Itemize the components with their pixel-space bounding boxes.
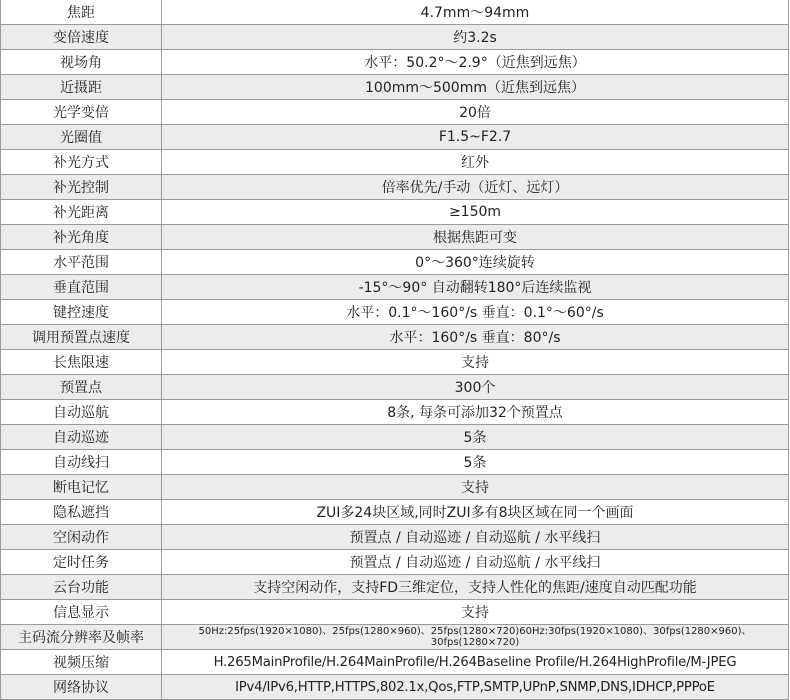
spec-value: 支持 <box>162 600 789 625</box>
spec-value: 4.7mm～94mm <box>162 0 789 25</box>
spec-label: 断电记忆 <box>1 475 162 500</box>
spec-row <box>1 25 789 50</box>
spec-label: 焦距 <box>1 0 162 25</box>
spec-row <box>1 600 789 625</box>
spec-row <box>1 175 789 200</box>
spec-value: ≥150m <box>162 200 789 225</box>
spec-row <box>1 275 789 300</box>
spec-row <box>1 400 789 425</box>
spec-value: -15°～90° 自动翻转180°后连续监视 <box>162 275 789 300</box>
spec-label: 自动巡航 <box>1 400 162 425</box>
spec-row <box>1 150 789 175</box>
spec-label: 补光控制 <box>1 175 162 200</box>
spec-value: 水平：0.1°～160°/s 垂直：0.1°～60°/s <box>162 300 789 325</box>
spec-value: 约3.2s <box>162 25 789 50</box>
spec-row <box>1 50 789 75</box>
spec-value: 预置点 / 自动巡迹 / 自动巡航 / 水平线扫 <box>162 525 789 550</box>
spec-row <box>1 125 789 150</box>
spec-label: 视频压缩 <box>1 650 162 675</box>
spec-row <box>1 200 789 225</box>
spec-label: 主码流分辨率及帧率 <box>1 625 162 650</box>
spec-label: 信息显示 <box>1 600 162 625</box>
spec-label: 网络协议 <box>1 675 162 700</box>
spec-value: 支持空闲动作，支持FD三维定位，支持人性化的焦距/速度自动匹配功能 <box>162 575 789 600</box>
spec-value: 5条 <box>162 450 789 475</box>
spec-row <box>1 350 789 375</box>
spec-label: 垂直范围 <box>1 275 162 300</box>
spec-value: 300个 <box>162 375 789 400</box>
spec-value: 50Hz:25fps(1920×1080)、25fps(1280×960)、25fps(1280×720)60Hz:30fps(1920×1080)、30fps(1280×960)、30fps(1280×720) <box>162 625 789 650</box>
spec-row <box>1 425 789 450</box>
spec-row <box>1 225 789 250</box>
spec-value: 预置点 / 自动巡迹 / 自动巡航 / 水平线扫 <box>162 550 789 575</box>
spec-label: 光圈值 <box>1 125 162 150</box>
spec-row <box>1 300 789 325</box>
spec-label: 补光距离 <box>1 200 162 225</box>
spec-row <box>1 525 789 550</box>
spec-label: 水平范围 <box>1 250 162 275</box>
spec-value: 支持 <box>162 350 789 375</box>
spec-label: 光学变倍 <box>1 100 162 125</box>
spec-label: 定时任务 <box>1 550 162 575</box>
spec-row <box>1 575 789 600</box>
spec-label: 空闲动作 <box>1 525 162 550</box>
spec-value: ZUI多24块区域,同时ZUI多有8块区域在同一个画面 <box>162 500 789 525</box>
spec-row <box>1 675 789 700</box>
spec-label: 自动巡迹 <box>1 425 162 450</box>
spec-label: 云台功能 <box>1 575 162 600</box>
spec-value: 0°～360°连续旋转 <box>162 250 789 275</box>
spec-label: 预置点 <box>1 375 162 400</box>
spec-row <box>1 650 789 675</box>
spec-row <box>1 375 789 400</box>
spec-table-body <box>1 0 789 700</box>
spec-label: 视场角 <box>1 50 162 75</box>
spec-row <box>1 550 789 575</box>
spec-label: 隐私遮挡 <box>1 500 162 525</box>
spec-label: 长焦限速 <box>1 350 162 375</box>
spec-value: 倍率优先/手动（近灯、远灯） <box>162 175 789 200</box>
spec-value: 100mm～500mm（近焦到远焦） <box>162 75 789 100</box>
spec-row <box>1 625 789 650</box>
spec-row <box>1 100 789 125</box>
spec-label: 补光方式 <box>1 150 162 175</box>
spec-value: 8条, 每条可添加32个预置点 <box>162 400 789 425</box>
spec-value: IPv4/IPv6,HTTP,HTTPS,802.1x,Qos,FTP,SMTP,UPnP,SNMP,DNS,IDHCP,PPPoE <box>162 675 789 700</box>
spec-label: 自动线扫 <box>1 450 162 475</box>
spec-row <box>1 0 789 25</box>
spec-label: 变倍速度 <box>1 25 162 50</box>
spec-value: 支持 <box>162 475 789 500</box>
spec-value: 水平：160°/s 垂直：80°/s <box>162 325 789 350</box>
spec-row <box>1 325 789 350</box>
spec-value: 5条 <box>162 425 789 450</box>
spec-row <box>1 250 789 275</box>
spec-value: 红外 <box>162 150 789 175</box>
spec-row <box>1 450 789 475</box>
spec-value: F1.5~F2.7 <box>162 125 789 150</box>
spec-row <box>1 475 789 500</box>
spec-value: 20倍 <box>162 100 789 125</box>
spec-row <box>1 500 789 525</box>
spec-value: H.265MainProfile/H.264MainProfile/H.264Baseline Profile/H.264HighProfile/M-JPEG <box>162 650 789 675</box>
spec-label: 键控速度 <box>1 300 162 325</box>
spec-label: 补光角度 <box>1 225 162 250</box>
spec-label: 调用预置点速度 <box>1 325 162 350</box>
spec-value: 水平：50.2°～2.9°（近焦到远焦） <box>162 50 789 75</box>
spec-row <box>1 75 789 100</box>
spec-value: 根据焦距可变 <box>162 225 789 250</box>
spec-label: 近摄距 <box>1 75 162 100</box>
